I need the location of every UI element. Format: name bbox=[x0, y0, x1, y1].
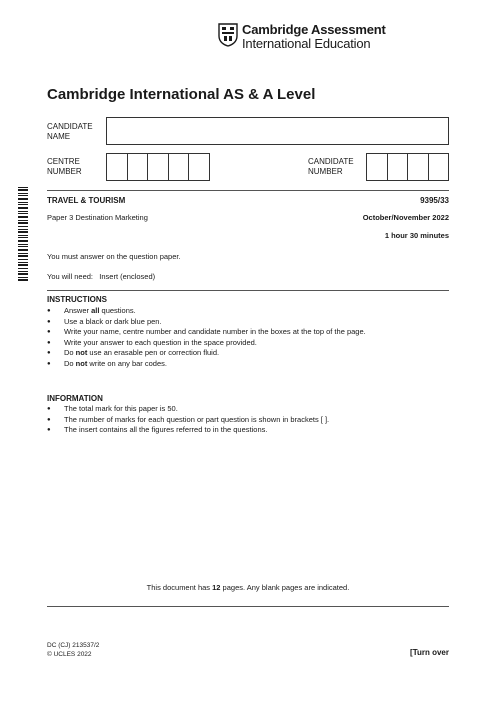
centre-number-cell[interactable] bbox=[169, 154, 190, 180]
crest-icon bbox=[218, 23, 238, 47]
candidate-name-field[interactable] bbox=[106, 117, 449, 145]
candidate-name-label: CANDIDATE NAME bbox=[47, 122, 93, 141]
instructions-list bbox=[47, 306, 366, 370]
candidate-number-cell[interactable] bbox=[408, 154, 429, 180]
will-need-value: Insert (enclosed) bbox=[99, 272, 156, 281]
turn-over: [Turn over bbox=[410, 648, 449, 657]
instructions-heading: INSTRUCTIONS bbox=[47, 295, 107, 304]
list-item: ● The total mark for this paper is 50. bbox=[47, 404, 329, 415]
page-count-note: This document has 12 pages. Any blank pages are indicated. bbox=[146, 583, 350, 592]
divider bbox=[47, 290, 449, 291]
list-item: ● Do not use an erasable pen or correction fluid. bbox=[47, 348, 366, 359]
doc-code: DC (CJ) 213537/2 bbox=[47, 642, 100, 649]
candidate-number-cell[interactable] bbox=[388, 154, 409, 180]
paper-code: 9395/33 bbox=[420, 196, 449, 205]
centre-number-cell[interactable] bbox=[148, 154, 169, 180]
centre-number-cell[interactable] bbox=[189, 154, 209, 180]
cambridge-logo bbox=[218, 22, 386, 51]
list-item: ● The number of marks for each question or part question is shown in brackets [ ]. bbox=[47, 415, 329, 426]
answer-note: You must answer on the question paper. bbox=[47, 252, 181, 261]
list-item: ● Write your name, centre number and candidate number in the boxes at the top of the page. bbox=[47, 327, 366, 338]
will-need-label: You will need: bbox=[47, 272, 94, 281]
subject: TRAVEL & TOURISM bbox=[47, 196, 126, 205]
information-heading: INFORMATION bbox=[47, 394, 103, 403]
paper-title: Paper 3 Destination Marketing bbox=[47, 213, 148, 222]
footer-divider bbox=[47, 606, 449, 607]
candidate-number-field[interactable] bbox=[366, 153, 449, 181]
list-item: ● The insert contains all the figures referred to in the questions. bbox=[47, 425, 329, 436]
logo-line2: International Education bbox=[242, 36, 371, 51]
list-item: ● Do not write on any bar codes. bbox=[47, 359, 366, 370]
centre-number-label: CENTRE NUMBER bbox=[47, 157, 82, 176]
logo-line1: Cambridge Assessment bbox=[242, 22, 386, 37]
list-item: ● Use a black or dark blue pen. bbox=[47, 317, 366, 328]
page-title: Cambridge International AS & A Level bbox=[47, 86, 316, 103]
divider bbox=[47, 190, 449, 191]
will-need-note bbox=[47, 272, 155, 281]
candidate-number-cell[interactable] bbox=[367, 154, 388, 180]
candidate-number-label: CANDIDATE NUMBER bbox=[308, 157, 354, 176]
barcode-icon bbox=[18, 186, 28, 282]
list-item: ● Write your answer to each question in the space provided. bbox=[47, 338, 366, 349]
information-list bbox=[47, 404, 329, 436]
centre-number-field[interactable] bbox=[106, 153, 210, 181]
candidate-number-cell[interactable] bbox=[429, 154, 449, 180]
centre-number-cell[interactable] bbox=[107, 154, 128, 180]
exam-session: October/November 2022 bbox=[362, 213, 449, 222]
exam-duration: 1 hour 30 minutes bbox=[384, 231, 449, 240]
centre-number-cell[interactable] bbox=[128, 154, 149, 180]
list-item: ● Answer all questions. bbox=[47, 306, 366, 317]
copyright: © UCLES 2022 bbox=[47, 651, 92, 658]
